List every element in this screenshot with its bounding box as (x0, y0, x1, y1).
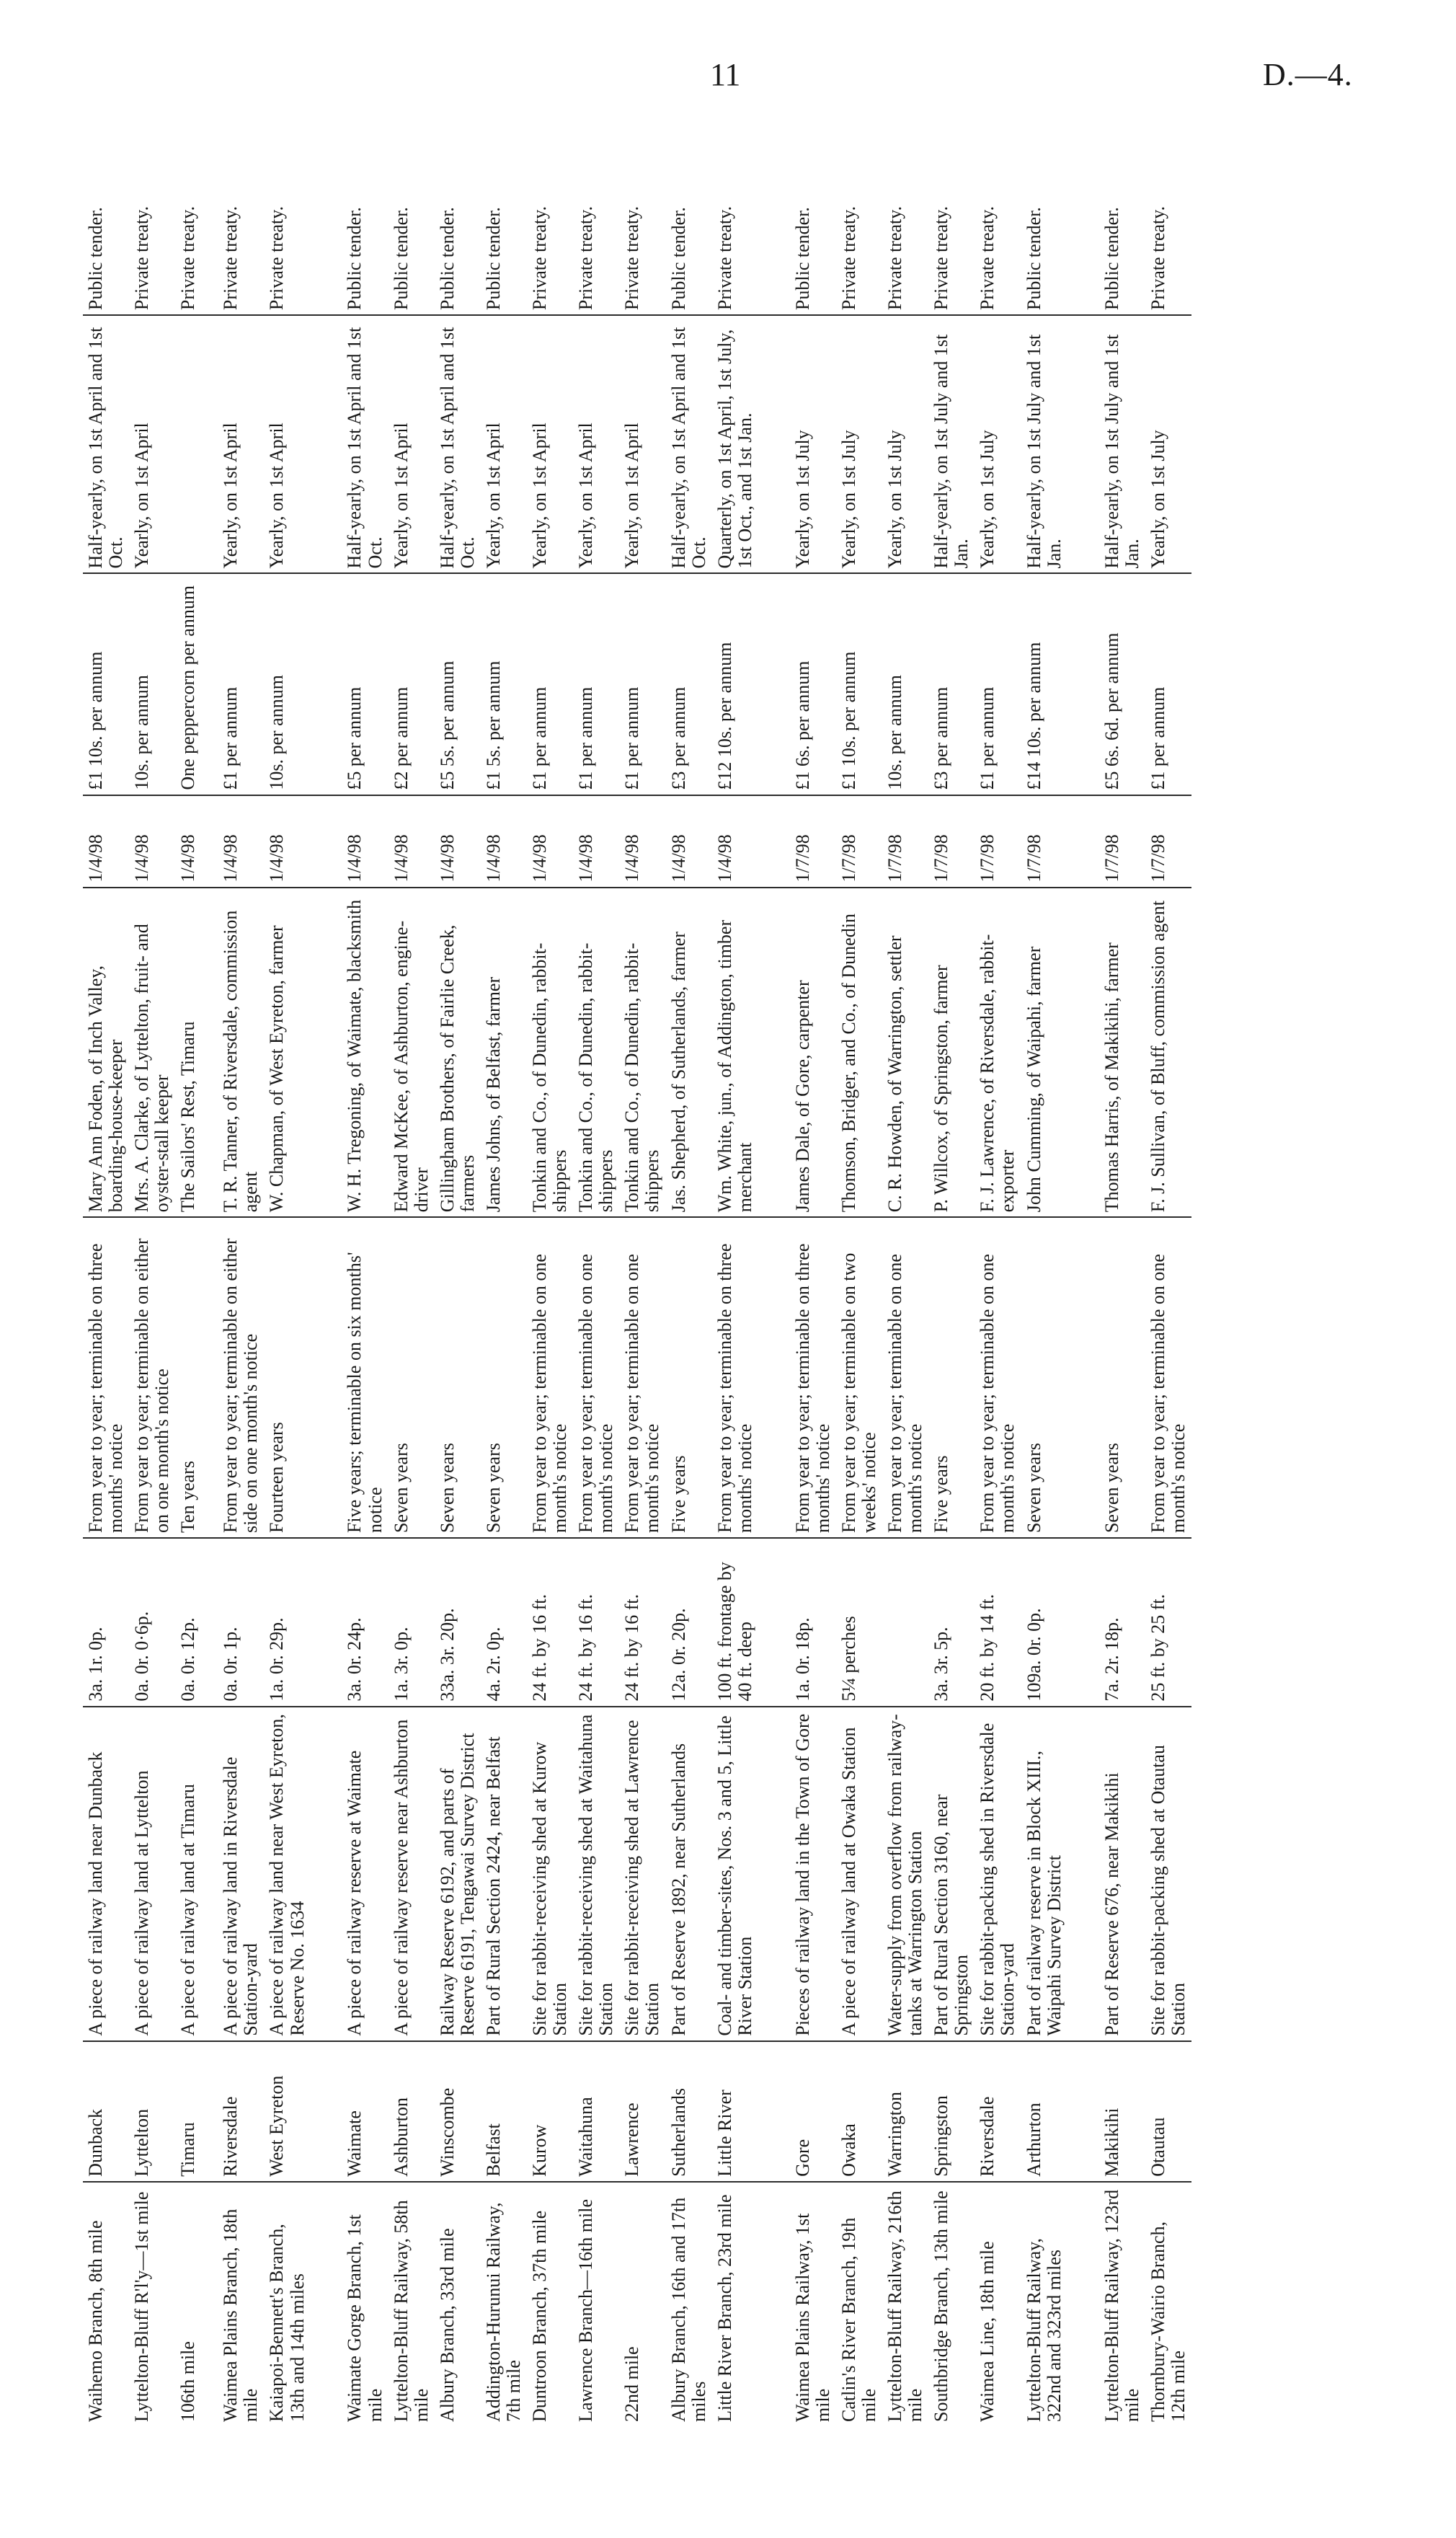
rent-cell: £3 per annum (666, 573, 712, 795)
area-cell: 0a. 0r. 1p. (218, 1538, 264, 1707)
station-cell: Lyttelton (129, 2041, 175, 2182)
rent-cell: £5 6s. 6d. per annum (1099, 573, 1145, 795)
tenure-cell: From year to year; terminable on one month's notice (619, 1217, 665, 1538)
table-row (527, 119, 573, 2426)
payable-cell: Half-yearly, on 1st April and 1st Oct. (666, 315, 712, 573)
page-number: 11 (710, 57, 741, 92)
date-cell: 1/7/98 (975, 795, 1021, 888)
location-cell: Waimate Gorge Branch, 1st mile (344, 2214, 386, 2422)
rent-cell: 10s. per annum (264, 573, 342, 795)
location-cell: Addington-Hurunui Railway, 7th mile (482, 2202, 525, 2422)
rent-cell: £1 6s. per annum (790, 573, 836, 795)
station-cell: Ashburton (389, 2041, 435, 2182)
payable-cell: Half-yearly, on 1st April and 1st Oct. (83, 315, 129, 573)
location-cell: Duntroon Branch, 37th mile (529, 2210, 551, 2422)
location-cell: Waimea Plains Branch, 18th mile (220, 2208, 262, 2422)
tenure-cell: Seven years (1021, 1217, 1099, 1538)
rent-cell: £5 5s. per annum (435, 573, 481, 795)
tenure-cell: From year to year; terminable on three months' notice (83, 1217, 129, 1538)
description-cell: Site for rabbit-packing shed in Riversdale Station-yard (975, 1707, 1021, 2041)
table-row (342, 119, 388, 2426)
area-cell: 4a. 2r. 0p. (481, 1538, 527, 1707)
date-cell: 1/7/98 (1145, 795, 1191, 888)
description-cell: A piece of railway land in Riversdale Station-yard (218, 1707, 264, 2041)
station-cell: Gore (790, 2041, 836, 2182)
date-cell: 1/7/98 (928, 795, 975, 888)
location-cell: Lyttelton-Bluff Railway, 123rd mile (1101, 2189, 1142, 2422)
payable-cell: Half-yearly, on 1st July and 1st Jan. (1021, 315, 1099, 573)
lessee-cell: Edward McKee, of Ashburton, engine-driver (389, 888, 435, 1218)
method-cell: Private treaty. (712, 119, 790, 315)
area-cell: 33a. 3r. 20p. (435, 1538, 481, 1707)
station-cell: Timaru (175, 2041, 218, 2182)
description-cell: A piece of railway reserve at Waimate (342, 1707, 388, 2041)
tenure-cell: From year to year; terminable on either side on one month's notice (218, 1217, 264, 1538)
lessee-cell: The Sailors' Rest, Timaru (175, 888, 218, 1218)
date-cell: 1/4/98 (83, 795, 129, 888)
lessee-cell: C. R. Howden, of Warrington, settler (882, 888, 928, 1218)
table-row (1099, 119, 1145, 2426)
lessee-cell: Thomas Harris, of Makikihi, farmer (1099, 888, 1145, 1218)
lessee-cell: W. Chapman, of West Eyreton, farmer (264, 888, 342, 1218)
station-cell: Otautau (1145, 2041, 1191, 2182)
lessee-cell: F. J. Sullivan, of Bluff, commission agent (1145, 888, 1191, 1218)
location-cell: Kaiapoi-Bennett's Branch, 13th and 14th miles (266, 2224, 308, 2422)
area-cell: 5¼ perches (836, 1538, 882, 1707)
payable-cell: Half-yearly, on 1st July and 1st Jan. (1099, 315, 1145, 573)
station-cell: Riversdale (975, 2041, 1021, 2182)
station-cell: Dunback (83, 2041, 129, 2182)
payable-cell: Quarterly, on 1st April, 1st July, 1st Oct., and 1st Jan. (712, 315, 790, 573)
station-cell: West Eyreton (264, 2041, 342, 2182)
location-cell: Thornbury-Wairio Branch, 12th mile (1147, 2221, 1189, 2422)
location-cell: Albury Branch, 33rd mile (436, 2228, 458, 2422)
station-cell: Riversdale (218, 2041, 264, 2182)
location-cell: Waimea Plains Railway, 1st mile (791, 2213, 833, 2422)
table-row (83, 119, 129, 2426)
rent-cell: £1 10s. per annum (836, 573, 882, 795)
method-cell: Public tender. (666, 119, 712, 315)
area-cell: 7a. 2r. 18p. (1099, 1538, 1145, 1707)
method-cell: Private treaty. (1145, 119, 1191, 315)
rent-cell: £12 10s. per annum (712, 573, 790, 795)
description-cell: Site for rabbit-packing shed at Otautau Station (1145, 1707, 1191, 2041)
payable-cell: Yearly, on 1st July (882, 315, 928, 573)
location-cell: Albury Branch, 16th and 17th miles (667, 2197, 709, 2422)
date-cell: 1/4/98 (218, 795, 264, 888)
area-cell: 3a. 1r. 0p. (83, 1538, 129, 1707)
location-cell: Catlin's River Branch, 19th mile (838, 2217, 879, 2422)
rent-cell: £14 10s. per annum (1021, 573, 1099, 795)
tenure-cell: From year to year; terminable on one month's notice (1145, 1217, 1191, 1538)
area-cell: 100 ft. frontage by 40 ft. deep (712, 1538, 790, 1707)
description-cell: Site for rabbit-receiving shed at Lawrence Station (619, 1707, 665, 2041)
location-cell: Waimea Line, 18th mile (977, 2241, 998, 2422)
area-cell: 24 ft. by 16 ft. (573, 1538, 619, 1707)
description-cell: Part of Rural Section 3160, near Springston (928, 1707, 975, 2041)
area-cell: 12a. 0r. 20p. (666, 1538, 712, 1707)
method-cell: Private treaty. (836, 119, 882, 315)
table-row (573, 119, 619, 2426)
station-cell: Lawrence (619, 2041, 665, 2182)
tenure-cell: Seven years (435, 1217, 481, 1538)
lessee-cell: James Johns, of Belfast, farmer (481, 888, 527, 1218)
description-cell: Part of Reserve 676, near Makikihi (1099, 1707, 1145, 2041)
method-cell: Private treaty. (975, 119, 1021, 315)
tenure-cell: Five years (666, 1217, 712, 1538)
station-cell: Owaka (836, 2041, 882, 2182)
rent-cell: £2 per annum (389, 573, 435, 795)
lessee-cell: Mary Ann Foden, of Inch Valley, boarding-house-keeper (83, 888, 129, 1218)
description-cell: Railway Reserve 6192, and parts of Reserve 6191, Tengawai Survey District (435, 1707, 481, 2041)
payable-cell: Yearly, on 1st July (836, 315, 882, 573)
payable-cell: Yearly, on 1st April (218, 315, 264, 573)
tenure-cell: From year to year; terminable on two weeks' notice (836, 1217, 882, 1538)
station-cell: Kurow (527, 2041, 573, 2182)
rent-cell: £5 per annum (342, 573, 388, 795)
description-cell: Pieces of railway land in the Town of Gore (790, 1707, 836, 2041)
lease-rows (83, 119, 1191, 2426)
lessee-cell: Tonkin and Co., of Dunedin, rabbit-shippers (527, 888, 573, 1218)
method-cell: Public tender. (790, 119, 836, 315)
date-cell: 1/4/98 (481, 795, 527, 888)
tenure-cell: From year to year; terminable on three months' notice (790, 1217, 836, 1538)
station-cell: Waimate (342, 2041, 388, 2182)
payable-cell: Yearly, on 1st April (389, 315, 435, 573)
description-cell: A piece of railway land near Dunback (83, 1707, 129, 2041)
method-cell: Public tender. (481, 119, 527, 315)
area-cell: 1a. 0r. 29p. (264, 1538, 342, 1707)
date-cell: 1/4/98 (527, 795, 573, 888)
tenure-cell: From year to year; terminable on one month's notice (573, 1217, 619, 1538)
tenure-cell: Seven years (481, 1217, 527, 1538)
method-cell: Private treaty. (573, 119, 619, 315)
description-cell: Water-supply from overflow from railway-tanks at Warrington Station (882, 1707, 928, 2041)
area-cell: 20 ft. by 14 ft. (975, 1538, 1021, 1707)
lessee-cell: Gillingham Brothers, of Fairlie Creek, farmers (435, 888, 481, 1218)
method-cell: Private treaty. (882, 119, 928, 315)
method-cell: Private treaty. (619, 119, 665, 315)
payable-cell: Half-yearly, on 1st July and 1st Jan. (928, 315, 975, 573)
area-cell: 24 ft. by 16 ft. (619, 1538, 665, 1707)
rent-cell: £1 10s. per annum (83, 573, 129, 795)
rent-cell: One peppercorn per annum (175, 573, 218, 795)
lessee-cell: Jas. Shepherd, of Sutherlands, farmer (666, 888, 712, 1218)
lease-table (83, 119, 1191, 2426)
table-row (928, 119, 975, 2426)
payable-cell: Half-yearly, on 1st April and 1st Oct. (342, 315, 388, 573)
table-row (129, 119, 175, 2426)
date-cell: 1/4/98 (666, 795, 712, 888)
rent-cell: £1 per annum (527, 573, 573, 795)
area-cell: 109a. 0r. 0p. (1021, 1538, 1099, 1707)
station-cell: Makikihi (1099, 2041, 1145, 2182)
date-cell: 1/4/98 (129, 795, 175, 888)
area-cell: 1a. 0r. 18p. (790, 1538, 836, 1707)
description-cell: Part of railway reserve in Block XIII., Waipahi Survey District (1021, 1707, 1099, 2041)
area-cell: 24 ft. by 16 ft. (527, 1538, 573, 1707)
rent-cell: 10s. per annum (882, 573, 928, 795)
table-row (218, 119, 264, 2426)
description-cell: Part of Reserve 1892, near Sutherlands (666, 1707, 712, 2041)
method-cell: Public tender. (342, 119, 388, 315)
tenure-cell: Five years (928, 1217, 975, 1538)
lessee-cell: Wm. White, jun., of Addington, timber merchant (712, 888, 790, 1218)
rent-cell: £3 per annum (928, 573, 975, 795)
description-cell: A piece of railway reserve near Ashburton (389, 1707, 435, 2041)
station-cell: Arthurton (1021, 2041, 1099, 2182)
table-row (175, 119, 218, 2426)
date-cell: 1/7/98 (1021, 795, 1099, 888)
payable-cell: Yearly, on 1st April (481, 315, 527, 573)
table-row (481, 119, 527, 2426)
date-cell: 1/4/98 (435, 795, 481, 888)
description-cell: Coal- and timber-sites, Nos. 3 and 5, Little River Station (712, 1707, 790, 2041)
tenure-cell: From year to year; terminable on three months' notice (712, 1217, 790, 1538)
station-cell: Belfast (481, 2041, 527, 2182)
rent-cell: £1 per annum (573, 573, 619, 795)
tenure-cell: From year to year; terminable on either on one month's notice (129, 1217, 175, 1538)
rent-cell: £1 per annum (218, 573, 264, 795)
payable-cell: Yearly, on 1st July (790, 315, 836, 573)
lessee-cell: Tonkin and Co., of Dunedin, rabbit-shippers (619, 888, 665, 1218)
lessee-cell: Tonkin and Co., of Dunedin, rabbit-shippers (573, 888, 619, 1218)
payable-cell: Yearly, on 1st April (264, 315, 342, 573)
table-row (836, 119, 882, 2426)
date-cell: 1/7/98 (1099, 795, 1145, 888)
rent-cell: £1 per annum (975, 573, 1021, 795)
location-cell: Lyttelton-Bluff Railway, 58th mile (390, 2200, 432, 2422)
method-cell: Private treaty. (175, 119, 218, 315)
station-cell: Little River (712, 2041, 790, 2182)
date-cell: 1/7/98 (836, 795, 882, 888)
description-cell: Site for rabbit-receiving shed at Kurow Station (527, 1707, 573, 2041)
lessee-cell: Thomson, Bridger, and Co., of Dunedin (836, 888, 882, 1218)
date-cell: 1/4/98 (342, 795, 388, 888)
lessee-cell: Mrs. A. Clarke, of Lyttelton, fruit- and oyster-stall keeper (129, 888, 175, 1218)
location-cell: 22nd mile (621, 2346, 643, 2422)
method-cell: Public tender. (389, 119, 435, 315)
table-row (882, 119, 928, 2426)
table-row (666, 119, 712, 2426)
date-cell: 1/7/98 (790, 795, 836, 888)
table-row (712, 119, 790, 2426)
area-cell: 1a. 3r. 0p. (389, 1538, 435, 1707)
description-cell: Part of Rural Section 2424, near Belfast (481, 1707, 527, 2041)
table-row (389, 119, 435, 2426)
lessee-cell: John Cumming, of Waipahi, farmer (1021, 888, 1099, 1218)
tenure-cell: Five years; terminable on six months' notice (342, 1217, 388, 1538)
rent-cell: £1 per annum (1145, 573, 1191, 795)
date-cell: 1/4/98 (175, 795, 218, 888)
area-cell: 0a. 0r. 12p. (175, 1538, 218, 1707)
rent-cell: £1 per annum (619, 573, 665, 795)
date-cell: 1/4/98 (389, 795, 435, 888)
table-row (264, 119, 342, 2426)
method-cell: Public tender. (83, 119, 129, 315)
document-reference: D.—4. (1263, 57, 1353, 92)
method-cell: Public tender. (435, 119, 481, 315)
payable-cell (175, 315, 218, 573)
table-row (619, 119, 665, 2426)
rotated-lease-table (83, 119, 1359, 2426)
description-cell: Site for rabbit-receiving shed at Waitahuna Station (573, 1707, 619, 2041)
payable-cell: Yearly, on 1st July (1145, 315, 1191, 573)
method-cell: Private treaty. (928, 119, 975, 315)
location-cell: 106th mile (177, 2341, 199, 2422)
location-cell: Little River Branch, 23rd mile (714, 2194, 735, 2422)
location-cell: Southbridge Branch, 13th mile (931, 2190, 952, 2422)
table-row (1021, 119, 1099, 2426)
method-cell: Private treaty. (264, 119, 342, 315)
rent-cell: £1 5s. per annum (481, 573, 527, 795)
tenure-cell: Seven years (389, 1217, 435, 1538)
location-cell: Lyttelton-Bluff Railway, 322nd and 323rd miles (1023, 2238, 1065, 2422)
description-cell: A piece of railway land at Owaka Station (836, 1707, 882, 2041)
table-row (975, 119, 1021, 2426)
station-cell: Waitahuna (573, 2041, 619, 2182)
payable-cell: Yearly, on 1st April (527, 315, 573, 573)
method-cell: Public tender. (1021, 119, 1099, 315)
table-row (1145, 119, 1191, 2426)
payable-cell: Yearly, on 1st July (975, 315, 1021, 573)
table-row (435, 119, 481, 2426)
location-cell: Lyttelton-Bluff Railway, 216th mile (884, 2190, 926, 2422)
area-cell (882, 1538, 928, 1707)
date-cell: 1/4/98 (712, 795, 790, 888)
area-cell: 25 ft. by 25 ft. (1145, 1538, 1191, 1707)
location-cell: Lawrence Branch—16th mile (575, 2199, 597, 2422)
lessee-cell: W. H. Tregoning, of Waimate, blacksmith (342, 888, 388, 1218)
description-cell: A piece of railway land at Lyttelton (129, 1707, 175, 2041)
table-row (790, 119, 836, 2426)
area-cell: 0a. 0r. 0·6p. (129, 1538, 175, 1707)
lessee-cell: F. J. Lawrence, of Riversdale, rabbit-exporter (975, 888, 1021, 1218)
station-cell: Sutherlands (666, 2041, 712, 2182)
date-cell: 1/4/98 (264, 795, 342, 888)
tenure-cell: From year to year; terminable on one month's notice (527, 1217, 573, 1538)
area-cell: 3a. 3r. 5p. (928, 1538, 975, 1707)
tenure-cell: From year to year; terminable on one month's notice (882, 1217, 928, 1538)
station-cell: Springston (928, 2041, 975, 2182)
location-cell: Waihemo Branch, 8th mile (85, 2220, 106, 2422)
tenure-cell: Ten years (175, 1217, 218, 1538)
area-cell: 3a. 0r. 24p. (342, 1538, 388, 1707)
description-cell: A piece of railway land at Timaru (175, 1707, 218, 2041)
station-cell: Winscombe (435, 2041, 481, 2182)
method-cell: Private treaty. (129, 119, 175, 315)
payable-cell: Yearly, on 1st April (619, 315, 665, 573)
payable-cell: Yearly, on 1st April (129, 315, 175, 573)
rent-cell: 10s. per annum (129, 573, 175, 795)
date-cell: 1/4/98 (619, 795, 665, 888)
tenure-cell: Seven years (1099, 1217, 1145, 1538)
location-cell: Lyttelton-Bluff R'l'y—1st mile (131, 2191, 153, 2422)
date-cell: 1/7/98 (882, 795, 928, 888)
date-cell: 1/4/98 (573, 795, 619, 888)
lessee-cell: P. Willcox, of Springston, farmer (928, 888, 975, 1218)
payable-cell: Half-yearly, on 1st April and 1st Oct. (435, 315, 481, 573)
payable-cell: Yearly, on 1st April (573, 315, 619, 573)
tenure-cell: Fourteen years (264, 1217, 342, 1538)
lessee-cell: James Dale, of Gore, carpenter (790, 888, 836, 1218)
method-cell: Public tender. (1099, 119, 1145, 315)
lessee-cell: T. R. Tanner, of Riversdale, commission agent (218, 888, 264, 1218)
tenure-cell: From year to year; terminable on one month's notice (975, 1217, 1021, 1538)
method-cell: Private treaty. (218, 119, 264, 315)
description-cell: A piece of railway land near West Eyreton, Reserve No. 1634 (264, 1707, 342, 2041)
method-cell: Private treaty. (527, 119, 573, 315)
station-cell: Warrington (882, 2041, 928, 2182)
